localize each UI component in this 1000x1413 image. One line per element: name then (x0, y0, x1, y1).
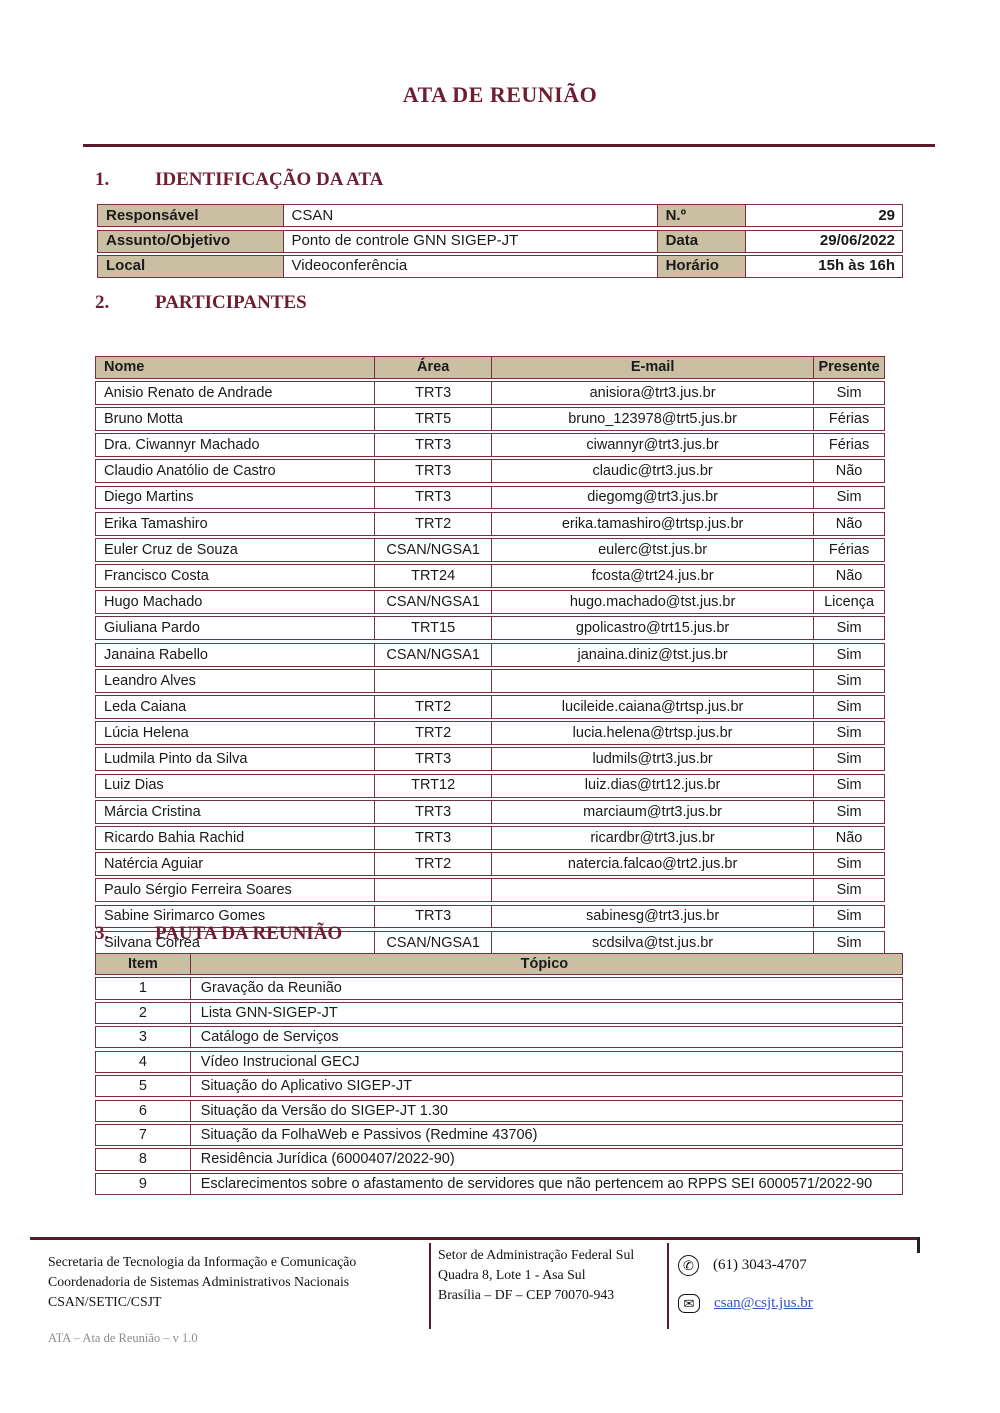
cell-topico: Situação da Versão do SIGEP-JT 1.30 (200, 1102, 448, 1119)
identification-table (97, 202, 903, 278)
cell-area: TRT12 (375, 775, 492, 797)
agenda-row (95, 1148, 903, 1170)
cell-nome: Leda Caiana (96, 696, 375, 718)
cell-area: CSAN/NGSA1 (375, 591, 492, 613)
title-divider-rule (83, 144, 935, 147)
section-heading-identification (95, 169, 383, 191)
cell-email: eulerc@tst.jus.br (492, 539, 814, 561)
footer-line: CSAN/SETIC/CSJT (48, 1294, 162, 1309)
header-cell-presente: Presente (818, 359, 880, 376)
cell-area: TRT3 (375, 434, 492, 456)
cell-email: marciaum@trt3.jus.br (492, 801, 814, 823)
cell-area: TRT3 (375, 801, 492, 823)
cell-nome: Ludmila Pinto da Silva (96, 748, 375, 770)
cell-email: erika.tamashiro@trtsp.jus.br (492, 513, 814, 535)
section-title: PAUTA DA REUNIÃO (155, 923, 343, 944)
cell-presente: Sim (836, 803, 862, 820)
participant-row (95, 433, 885, 457)
cell-email: scdsilva@tst.jus.br (492, 932, 814, 954)
cell-area: CSAN/NGSA1 (375, 932, 492, 954)
cell-presente: Sim (836, 620, 862, 637)
cell-email: luiz.dias@trt12.jus.br (492, 775, 814, 797)
participant-row (95, 381, 885, 405)
cell-item: 1 (96, 978, 191, 998)
participant-row (95, 747, 885, 771)
cell-email: lucia.helena@trtsp.jus.br (492, 722, 814, 744)
cell-area: TRT2 (375, 696, 492, 718)
cell-presente: Licença (824, 594, 875, 611)
cell-email: janaina.diniz@tst.jus.br (492, 644, 814, 666)
cell-nome: Dra. Ciwannyr Machado (96, 434, 375, 456)
cell-nome: Leandro Alves (96, 670, 375, 692)
section-title: PARTICIPANTES (155, 292, 307, 313)
ident-value: 29 (878, 206, 895, 224)
cell-email: anisiora@trt3.jus.br (492, 382, 814, 404)
section-number: 2. (95, 292, 110, 313)
cell-presente: Não (835, 463, 863, 480)
cell-item: 4 (96, 1052, 191, 1072)
cell-presente: Sim (836, 646, 862, 663)
cell-area: TRT3 (375, 827, 492, 849)
footer-line: Setor de Administração Federal Sul (438, 1247, 635, 1262)
agenda-row (95, 1002, 903, 1024)
section-title: IDENTIFICAÇÃO DA ATA (155, 169, 384, 190)
cell-nome: Sabine Sirimarco Gomes (96, 906, 375, 928)
cell-nome: Erika Tamashiro (96, 513, 375, 535)
identification-row (97, 230, 903, 253)
cell-presente: Sim (836, 672, 862, 689)
footer-column-divider (667, 1243, 669, 1329)
cell-item: 5 (96, 1076, 191, 1096)
cell-area: CSAN/NGSA1 (375, 539, 492, 561)
ident-label: Local (98, 256, 284, 277)
participants-table (95, 356, 885, 955)
cell-nome: Claudio Anatólio de Castro (96, 460, 375, 482)
header-cell-topico: Tópico (520, 956, 569, 972)
participant-row (95, 800, 885, 824)
ident-value: Videoconferência (284, 256, 658, 277)
participant-row (95, 774, 885, 798)
cell-presente: Sim (836, 751, 862, 768)
cell-area: TRT3 (375, 382, 492, 404)
ident-value: CSAN (284, 205, 658, 226)
cell-topico: Situação da FolhaWeb e Passivos (Redmine 43706) (200, 1126, 538, 1143)
cell-area: TRT3 (375, 487, 492, 509)
cell-email: ciwannyr@trt3.jus.br (492, 434, 814, 456)
cell-area: TRT3 (375, 906, 492, 928)
cell-item: 8 (96, 1149, 191, 1169)
cell-nome: Euler Cruz de Souza (96, 539, 375, 561)
cell-area: TRT24 (375, 565, 492, 587)
header-cell-area: Área (375, 357, 492, 378)
agenda-header-row (95, 953, 903, 975)
section-heading-participants (95, 292, 307, 314)
cell-area: TRT15 (375, 617, 492, 639)
cell-presente: Sim (836, 882, 862, 899)
participant-row (95, 407, 885, 431)
phone-number: (61) 3043-4707 (713, 1257, 807, 1273)
cell-email: hugo.machado@tst.jus.br (492, 591, 814, 613)
cell-nome: Ricardo Bahia Rachid (96, 827, 375, 849)
footer-line: Coordenadoria de Sistemas Administrativos Nacionais (48, 1274, 350, 1289)
phone-icon: ✆ (678, 1255, 699, 1276)
cell-presente: Sim (836, 777, 862, 794)
agenda-row (95, 1124, 903, 1146)
participant-row (95, 669, 885, 693)
agenda-row (95, 1100, 903, 1122)
footer-line: Secretaria de Tecnologia da Informação e Comunicação (48, 1254, 357, 1269)
agenda-row (95, 1051, 903, 1073)
ident-value: Ponto de controle GNN SIGEP-JT (284, 231, 658, 252)
cell-area: TRT3 (375, 460, 492, 482)
participant-row (95, 538, 885, 562)
document-version: ATA – Ata de Reunião – v 1.0 (48, 1331, 198, 1345)
footer-divider-rule (30, 1237, 920, 1240)
participant-row (95, 878, 885, 902)
cell-nome: Lúcia Helena (96, 722, 375, 744)
cell-nome: Giuliana Pardo (96, 617, 375, 639)
cell-presente: Sim (836, 725, 862, 742)
document-title: ATA DE REUNIÃO (402, 82, 598, 107)
identification-row (97, 204, 903, 227)
cell-email: lucileide.caiana@trtsp.jus.br (492, 696, 814, 718)
cell-presente: Não (835, 515, 863, 532)
cell-nome: Anisio Renato de Andrade (96, 382, 375, 404)
cell-nome: Hugo Machado (96, 591, 375, 613)
footer-organization (48, 1252, 418, 1312)
cell-area: TRT2 (375, 853, 492, 875)
cell-presente: Não (835, 567, 863, 584)
participant-row (95, 564, 885, 588)
cell-area: TRT2 (375, 513, 492, 535)
email-link[interactable]: csan@csjt.jus.br (714, 1295, 813, 1311)
cell-presente: Sim (836, 698, 862, 715)
cell-presente: Sim (836, 489, 862, 506)
cell-presente: Sim (836, 856, 862, 873)
participant-row (95, 826, 885, 850)
cell-nome: Bruno Motta (96, 408, 375, 430)
participant-row (95, 512, 885, 536)
cell-email: ludmils@trt3.jus.br (492, 748, 814, 770)
participant-row (95, 695, 885, 719)
agenda-table (95, 953, 903, 1195)
cell-nome: Francisco Costa (96, 565, 375, 587)
ident-value: 15h às 16h (818, 257, 895, 275)
footer-address (438, 1245, 663, 1305)
cell-area: TRT3 (375, 748, 492, 770)
cell-email: diegomg@trt3.jus.br (492, 487, 814, 509)
cell-area (375, 879, 492, 901)
cell-nome: Luiz Dias (96, 775, 375, 797)
cell-presente: Férias (828, 541, 870, 558)
header-cell-email: E-mail (492, 357, 814, 378)
cell-presente: Sim (836, 384, 862, 401)
footer-line: Quadra 8, Lote 1 - Asa Sul (438, 1267, 586, 1282)
cell-nome: Silvana Correa (96, 932, 375, 954)
footer-phone-row (678, 1255, 807, 1276)
cell-email: fcosta@trt24.jus.br (492, 565, 814, 587)
cell-topico: Vídeo Instrucional GECJ (200, 1053, 360, 1070)
cell-item: 9 (96, 1174, 191, 1194)
cell-area: TRT5 (375, 408, 492, 430)
agenda-row (95, 1173, 903, 1195)
identification-row (97, 255, 903, 278)
cell-presente: Sim (836, 908, 862, 925)
email-icon: ✉ (678, 1294, 700, 1313)
cell-nome: Diego Martins (96, 487, 375, 509)
cell-presente: Sim (836, 934, 862, 951)
cell-item: 2 (96, 1003, 191, 1023)
agenda-row (95, 1075, 903, 1097)
cell-item: 6 (96, 1101, 191, 1121)
participant-row (95, 616, 885, 640)
participant-row (95, 852, 885, 876)
cell-nome: Paulo Sérgio Ferreira Soares (96, 879, 375, 901)
cell-topico: Lista GNN-SIGEP-JT (200, 1004, 338, 1021)
cell-area (375, 670, 492, 692)
cell-email: gpolicastro@trt15.jus.br (492, 617, 814, 639)
participant-row (95, 721, 885, 745)
cell-email: sabinesg@trt3.jus.br (492, 906, 814, 928)
ident-value: 29/06/2022 (819, 232, 895, 249)
agenda-row (95, 977, 903, 999)
cell-nome: Janaina Rabello (96, 644, 375, 666)
cell-item: 7 (96, 1125, 191, 1145)
cell-email: claudic@trt3.jus.br (492, 460, 814, 482)
agenda-row (95, 1026, 903, 1048)
ident-label: Data (658, 231, 747, 252)
cell-topico: Gravação da Reunião (200, 980, 342, 997)
cell-area: TRT2 (375, 722, 492, 744)
cell-email: ricardbr@trt3.jus.br (492, 827, 814, 849)
cell-topico: Residência Jurídica (6000407/2022-90) (200, 1151, 455, 1168)
section-number: 1. (95, 169, 110, 190)
cell-topico: Esclarecimentos sobre o afastamento de servidores que não pertencem ao RPPS SEI 6000571/2022-90 (200, 1175, 873, 1192)
header-cell-nome: Nome (96, 357, 375, 378)
participant-row (95, 643, 885, 667)
cell-email (492, 670, 814, 692)
participant-row (95, 459, 885, 483)
cell-area: CSAN/NGSA1 (375, 644, 492, 666)
cell-topico: Situação do Aplicativo SIGEP-JT (200, 1078, 412, 1095)
ident-label: Responsável (98, 205, 284, 226)
cell-presente: Férias (828, 437, 870, 454)
cell-nome: Natércia Aguiar (96, 853, 375, 875)
cell-item: 3 (96, 1027, 191, 1047)
cell-nome: Márcia Cristina (96, 801, 375, 823)
footer-line: Brasília – DF – CEP 70070-943 (438, 1287, 615, 1302)
cell-email (492, 879, 814, 901)
participant-row (95, 590, 885, 614)
cell-email: bruno_123978@trt5.jus.br (492, 408, 814, 430)
ident-label: N.º (658, 205, 747, 226)
header-cell-item: Item (96, 954, 191, 974)
participant-row (95, 486, 885, 510)
footer-rule-end-tick (917, 1237, 920, 1253)
cell-topico: Catálogo de Serviços (200, 1029, 339, 1046)
cell-email: natercia.falcao@trt2.jus.br (492, 853, 814, 875)
footer-email-row (678, 1294, 813, 1313)
ident-label: Assunto/Objetivo (98, 231, 284, 252)
footer-column-divider (429, 1243, 431, 1329)
cell-presente: Férias (828, 410, 870, 427)
cell-presente: Não (835, 829, 863, 846)
section-number: 3. (95, 923, 110, 944)
section-heading-agenda (95, 923, 342, 945)
ident-label: Horário (658, 256, 747, 277)
participants-header-row (95, 356, 885, 379)
